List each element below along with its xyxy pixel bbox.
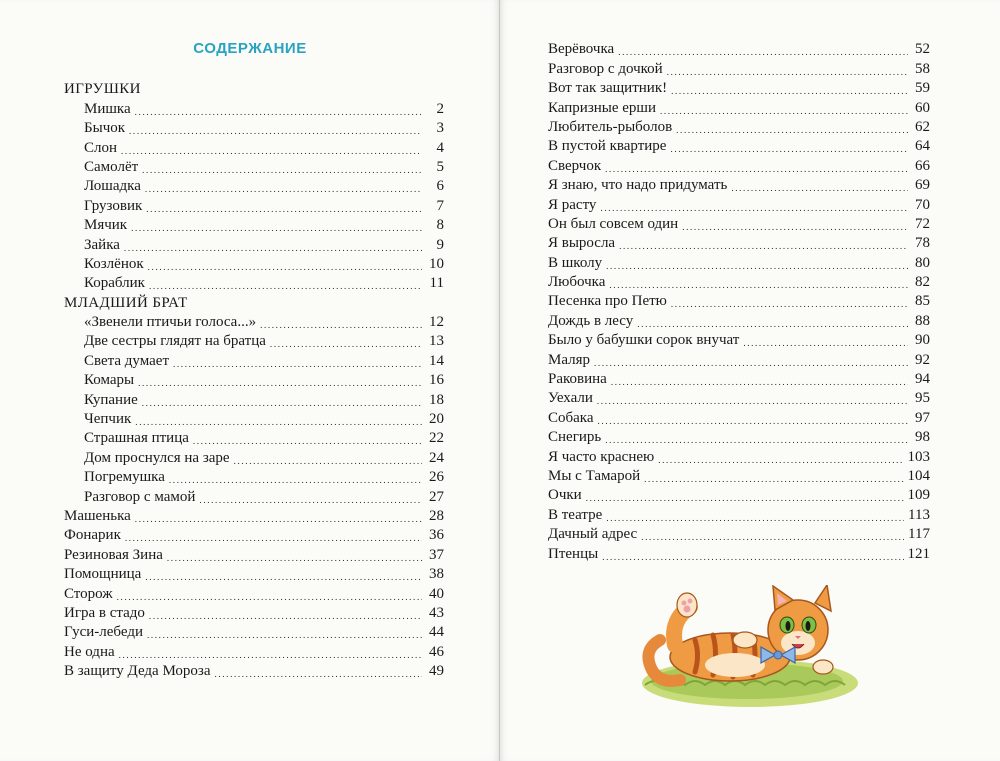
toc-entry[interactable]: Разговор с мамой . . . 27	[64, 487, 444, 506]
toc-entry[interactable]: В школу . . . 80	[548, 253, 930, 272]
toc-entry[interactable]: Разговор с дочкой . . . 58	[548, 59, 930, 78]
toc-entry[interactable]: Зайка . . . 9	[64, 235, 444, 254]
toc-entry[interactable]: Я знаю, что надо придумать . . . 69	[548, 176, 930, 195]
toc-entry[interactable]: «Звенели птичьи голоса...» . . . 12	[64, 313, 444, 332]
toc-entry[interactable]: В защиту Деда Мороза . . . 49	[64, 662, 444, 681]
toc-entry[interactable]: Мишка . . . 2	[64, 99, 444, 118]
toc-entry[interactable]: Птенцы . . . 121	[548, 544, 930, 563]
toc-entry[interactable]: Маляр . . . 92	[548, 350, 930, 369]
right-page	[500, 0, 1000, 761]
page-title: СОДЕРЖАНИЕ	[193, 40, 307, 57]
toc-entry[interactable]: Комары . . . 16	[64, 371, 444, 390]
toc-entry[interactable]: Сверчок . . . 66	[548, 156, 930, 175]
toc-entry[interactable]: Мячик . . . 8	[64, 216, 444, 235]
toc-entry[interactable]: Чепчик . . . 20	[64, 410, 444, 429]
toc-entry[interactable]: Было у бабушки сорок внучат . . . 90	[548, 331, 930, 350]
toc-entry[interactable]: Дом проснулся на заре . . . 24	[64, 448, 444, 467]
toc-entry[interactable]: Любитель-рыболов . . . 62	[548, 118, 930, 137]
toc-entry[interactable]: Раковина . . . 94	[548, 370, 930, 389]
toc-entry[interactable]: Слон . . . 4	[64, 138, 444, 157]
toc-entry[interactable]: Машенька . . . 28	[64, 507, 444, 526]
toc-entry[interactable]: Лошадка . . . 6	[64, 177, 444, 196]
toc-entry[interactable]: Фонарик . . . 36	[64, 526, 444, 545]
toc-entry[interactable]: Бычок . . . 3	[64, 119, 444, 138]
toc-entry[interactable]: В театре . . . 113	[548, 505, 930, 524]
toc-entry[interactable]: Очки . . . 109	[548, 486, 930, 505]
toc-entry[interactable]: Мы с Тамарой . . . 104	[548, 467, 930, 486]
toc-entry[interactable]: Гуси-лебеди . . . 44	[64, 623, 444, 642]
toc-entry[interactable]: Сторож . . . 40	[64, 584, 444, 603]
toc-entry[interactable]: Не одна . . . 46	[64, 642, 444, 661]
toc-entry[interactable]: Помощница . . . 38	[64, 565, 444, 584]
toc-entry[interactable]: Я расту . . . 70	[548, 195, 930, 214]
toc-entry[interactable]: Любочка . . . 82	[548, 273, 930, 292]
toc-entry[interactable]: Дачный адрес . . . 117	[548, 525, 930, 544]
toc-entry[interactable]: Света думает . . . 14	[64, 351, 444, 370]
toc-entry[interactable]: Кораблик . . . 11	[64, 274, 444, 293]
toc-entry[interactable]: Я часто краснею . . . 103	[548, 447, 930, 466]
toc-entry[interactable]: Песенка про Петю . . . 85	[548, 292, 930, 311]
toc-entry[interactable]: Уехали . . . 95	[548, 389, 930, 408]
toc-entry[interactable]: Купание . . . 18	[64, 390, 444, 409]
toc-entry[interactable]: Собака . . . 97	[548, 408, 930, 427]
toc-entry[interactable]: Верёвочка . . . 52	[548, 40, 930, 59]
toc-entry[interactable]: В пустой квартире . . . 64	[548, 137, 930, 156]
toc-entry[interactable]: Погремушка . . . 26	[64, 468, 444, 487]
toc-entry[interactable]: Самолёт . . . 5	[64, 158, 444, 177]
toc-entry[interactable]: Снегирь . . . 98	[548, 428, 930, 447]
toc-entry[interactable]: Страшная птица . . . 22	[64, 429, 444, 448]
toc-entry[interactable]: Две сестры глядят на братца . . . 13	[64, 332, 444, 351]
kitten-icon	[635, 585, 865, 710]
toc-entry[interactable]: Козлёнок . . . 10	[64, 255, 444, 274]
toc-left	[64, 80, 444, 681]
toc-entry[interactable]: Дождь в лесу . . . 88	[548, 311, 930, 330]
toc-entry[interactable]: Капризные ерши . . . 60	[548, 98, 930, 117]
toc-entry[interactable]: Резиновая Зина . . . 37	[64, 545, 444, 564]
section-heading: ИГРУШКИ	[64, 81, 141, 98]
toc-entry[interactable]: Я выросла . . . 78	[548, 234, 930, 253]
toc-right	[548, 40, 930, 564]
toc-entry[interactable]: Вот так защитник! . . . 59	[548, 79, 930, 98]
toc-entry[interactable]: Грузовик . . . 7	[64, 196, 444, 215]
toc-entry[interactable]: Он был совсем один . . . 72	[548, 215, 930, 234]
toc-entry[interactable]: Игра в стадо . . . 43	[64, 604, 444, 623]
section-heading: МЛАДШИЙ БРАТ	[64, 294, 188, 311]
